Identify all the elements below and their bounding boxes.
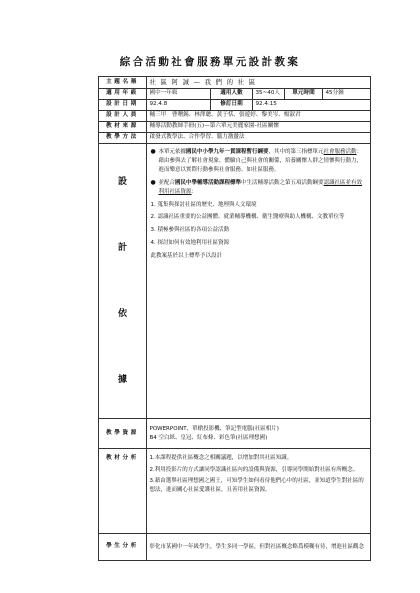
modified-date-value: 92.4.15 (253, 100, 371, 111)
analysis-item: 1.本課程提供社區概念之相關議題，以增加對其社區知識。 (149, 455, 293, 461)
method-value: 啟發式教學法、合作學習、腦力激盪法 (147, 133, 371, 144)
student-analysis-text: 彰化市某國中一年級學生，學生多同一學區，但對社區概念略爲模糊有待，增進社區觀念 (147, 534, 371, 561)
resources-line: POWERPOINT、單槍投影機、筆記型電腦(社區相片) (149, 425, 279, 432)
basis-item: 2. 認識社區重要的公益團體、就業輔導機構、衛生醫療與助人機構、文教單位等 (150, 214, 345, 221)
basis-footer: 此教案基於以上標準予以設計 (150, 253, 223, 260)
design-basis-char: 設 (117, 176, 127, 187)
topic-label: 主題名稱 (99, 77, 147, 89)
curriculum-guideline-name: 國民中小學九年一貫課程暫行綱要 (186, 149, 269, 155)
design-basis-char: 依 (117, 309, 127, 320)
lesson-plan-table (98, 76, 371, 561)
method-label: 教學方法 (99, 133, 147, 144)
method-row (99, 133, 371, 144)
resources-content (147, 419, 371, 449)
basis-item: 4. 探討如何有效地利用社區資源 (150, 240, 229, 247)
source-label: 教材來源 (99, 122, 147, 133)
designer-value: 輔三甲 曹曙錫、林澤聰、黃于恬、張遊婷、黎美岑、楊淑君 (147, 111, 371, 122)
date-value: 92.4.8 (147, 100, 211, 111)
design-basis-char: 計 (117, 242, 127, 253)
design-basis-row (99, 144, 371, 419)
analysis-item: 3.藉由選舉社區理想國之國王，可知學生如何看待他們心中的社區，並知道學生對社區的想法，進而關心社區愛護社區，且善用社區資源。 (149, 478, 364, 493)
analysis-label: 教材分析 (99, 449, 147, 534)
resources-row (99, 419, 371, 449)
basis-item: 1. 蒐集與探討社區的歷史、地理與人文環境 (150, 201, 257, 208)
date-label: 設計日期 (99, 100, 147, 111)
analysis-item: 2.利用投影片的方式讓同學認識社區內的設備與資源，引導同學開始對社區有所概念。 (149, 466, 359, 473)
basis-paragraph-1: ● 本單元依據國民中小學九年一貫課程暫行綱要，其中的第三指標單元社會服務活動：藉由參與去了解社會現象，體驗自己與社會的關係，培養關懷人群之情懷與行動力，進而樂意以實際行動參與社會服務、如社區服務。 (150, 148, 363, 173)
student-analysis-row (99, 534, 371, 561)
source-value: 輔導活動教師手冊(五)—第六單元美麗家園-社區關懷 (147, 122, 371, 133)
grade-label: 適用年級 (99, 89, 147, 100)
time-value: 45分鐘 (323, 89, 371, 100)
grade-value: 國中一年級 (147, 89, 211, 100)
resources-label: 教學資源 (99, 419, 147, 449)
modified-date-label: 修訂日期 (211, 100, 253, 111)
bullet-icon: ● (150, 178, 156, 186)
source-row (99, 122, 371, 133)
design-basis-content (147, 144, 371, 419)
date-row (99, 100, 371, 111)
grade-row (99, 89, 371, 100)
page-title: 綜合活動社會服務單元設計教案 (119, 56, 301, 68)
analysis-content (147, 449, 371, 534)
curriculum-standard-name: 國民中學輔導活動課程標準 (175, 179, 242, 186)
resources-line: B4 空白紙、皇冠、紅布條、彩色筆(社區理想國) (149, 434, 268, 441)
topic-row (99, 77, 371, 89)
basis-paragraph-2: ● 並配合國民中學輔導活動課程標準中生活輔導活動之第五項活動綱要認識社區並有效利用社區資源： (150, 178, 363, 195)
analysis-row (99, 449, 371, 534)
designer-label: 設計人員 (99, 111, 147, 122)
people-value: 35~40人 (253, 89, 285, 100)
design-basis-label (99, 144, 147, 419)
bullet-icon: ● (150, 148, 156, 155)
student-analysis-label: 學生分析 (99, 534, 147, 561)
topic-value: 社 區 阿 誠 — 我 們 的 社 區 (147, 77, 371, 89)
designer-row (99, 111, 371, 122)
activity-outline-name: 認識社區並有效利用社區資源 (158, 179, 363, 195)
design-basis-char: 據 (117, 375, 127, 386)
basis-item: 3. 積極參與社區的各項公益活動 (150, 227, 229, 234)
people-label: 適用人數 (211, 89, 253, 100)
time-label: 單元時間 (285, 89, 323, 100)
unit-name: 社會服務活動 (323, 149, 357, 155)
